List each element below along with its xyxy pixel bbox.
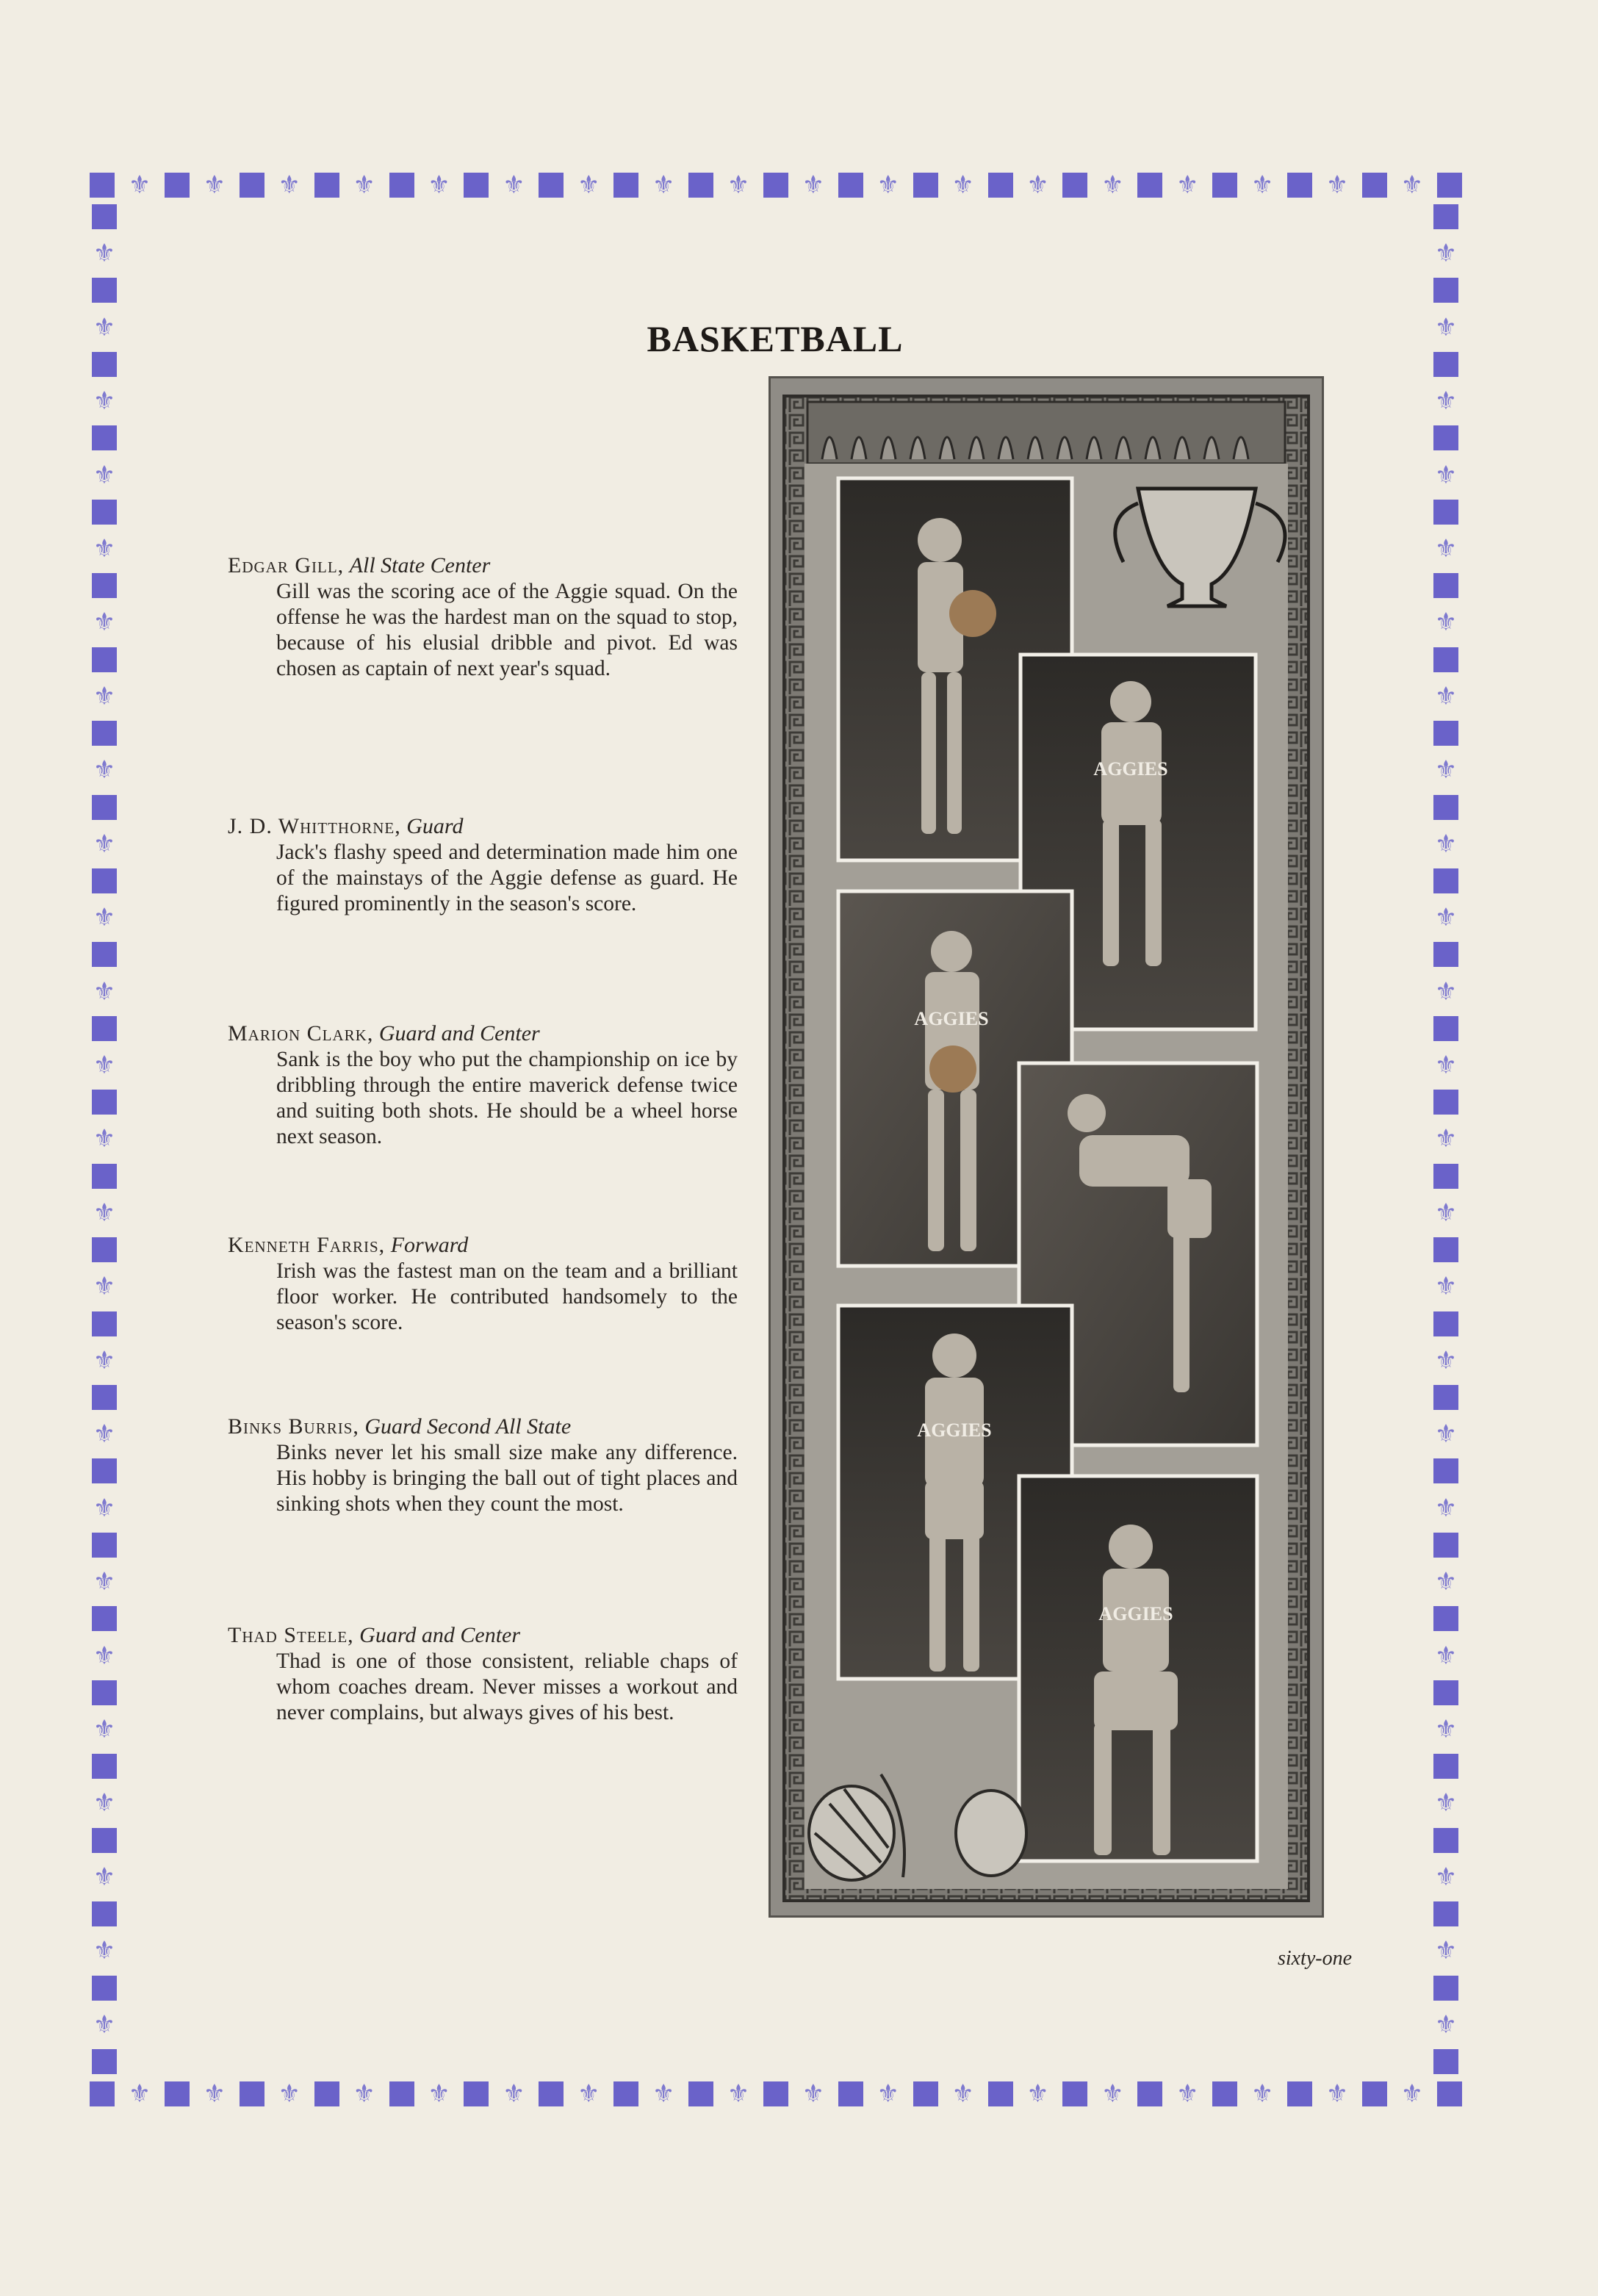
border-square xyxy=(92,1237,117,1262)
border-square xyxy=(1137,173,1162,198)
border-square xyxy=(92,795,117,820)
border-square xyxy=(1433,795,1458,820)
border-square xyxy=(92,2049,117,2074)
border-square xyxy=(1433,1754,1458,1779)
fleur-de-lis-icon: ⚜ xyxy=(1325,170,1349,200)
border-square xyxy=(539,173,564,198)
border-square xyxy=(92,1754,117,1779)
border-square xyxy=(92,1976,117,2001)
fleur-de-lis-icon: ⚜ xyxy=(1434,608,1458,638)
fleur-de-lis-icon: ⚜ xyxy=(93,976,116,1007)
border-square xyxy=(1433,721,1458,746)
player-bio-farris xyxy=(228,1232,742,1336)
border-square xyxy=(90,2081,115,2106)
fleur-de-lis-icon: ⚜ xyxy=(1176,2079,1199,2109)
fleur-de-lis-icon: ⚜ xyxy=(93,608,116,638)
border-square xyxy=(1287,2081,1312,2106)
fleur-de-lis-icon: ⚜ xyxy=(93,1936,116,1966)
fleur-de-lis-icon: ⚜ xyxy=(1434,829,1458,859)
decorative-border-right xyxy=(1431,204,1461,2074)
fleur-de-lis-icon: ⚜ xyxy=(1250,2079,1274,2109)
border-square xyxy=(92,1090,117,1115)
border-square xyxy=(1433,1606,1458,1631)
border-square xyxy=(92,425,117,450)
fleur-de-lis-icon: ⚜ xyxy=(278,2079,300,2109)
fleur-de-lis-icon: ⚜ xyxy=(1434,1198,1458,1228)
border-square xyxy=(1433,1976,1458,2001)
fleur-de-lis-icon: ⚜ xyxy=(93,1714,116,1744)
border-square xyxy=(1433,204,1458,229)
fleur-de-lis-icon: ⚜ xyxy=(652,170,675,200)
fleur-de-lis-icon: ⚜ xyxy=(1434,1345,1458,1375)
border-square xyxy=(92,204,117,229)
fleur-de-lis-icon: ⚜ xyxy=(353,2079,375,2109)
team-photo-collage xyxy=(769,376,1324,1918)
player-bio-gill xyxy=(228,553,742,682)
fleur-de-lis-icon: ⚜ xyxy=(1434,1788,1458,1818)
border-square xyxy=(165,173,190,198)
border-square xyxy=(92,868,117,893)
border-square xyxy=(1433,1237,1458,1262)
fleur-de-lis-icon: ⚜ xyxy=(951,170,974,200)
player-position: Guard Second All State xyxy=(364,1414,572,1439)
border-square xyxy=(92,1016,117,1041)
border-square xyxy=(1212,2081,1237,2106)
fleur-de-lis-icon: ⚜ xyxy=(93,1567,116,1597)
player-bio-whitthorne xyxy=(228,813,742,917)
border-square xyxy=(838,2081,863,2106)
fleur-de-lis-icon: ⚜ xyxy=(1434,1567,1458,1597)
border-square xyxy=(1437,173,1462,198)
player-name: Binks Burris, xyxy=(228,1414,359,1439)
page-title: BASKETBALL xyxy=(647,318,904,359)
border-square xyxy=(464,2081,489,2106)
border-square xyxy=(92,500,117,525)
fleur-de-lis-icon: ⚜ xyxy=(353,170,375,200)
jersey-text: AGGIES xyxy=(917,1419,992,1441)
border-square xyxy=(688,2081,713,2106)
border-square xyxy=(1433,278,1458,303)
fleur-de-lis-icon: ⚜ xyxy=(1434,386,1458,417)
border-square xyxy=(92,1385,117,1410)
fleur-de-lis-icon: ⚜ xyxy=(1434,1936,1458,1966)
player-bio-burris xyxy=(228,1414,742,1517)
fleur-de-lis-icon: ⚜ xyxy=(1176,170,1199,200)
fleur-de-lis-icon: ⚜ xyxy=(93,1641,116,1671)
decorative-border-bottom xyxy=(90,2079,1462,2109)
border-square xyxy=(389,2081,414,2106)
border-square xyxy=(1433,1164,1458,1189)
border-square xyxy=(988,2081,1013,2106)
fleur-de-lis-icon: ⚜ xyxy=(1434,1714,1458,1744)
fleur-de-lis-icon: ⚜ xyxy=(1434,1493,1458,1523)
border-square xyxy=(1362,173,1387,198)
border-square xyxy=(1437,2081,1462,2106)
border-square xyxy=(1433,942,1458,967)
border-square xyxy=(92,942,117,967)
border-square xyxy=(92,278,117,303)
fleur-de-lis-icon: ⚜ xyxy=(1434,1051,1458,1081)
border-square xyxy=(688,173,713,198)
border-square xyxy=(539,2081,564,2106)
decorative-border-top xyxy=(90,170,1462,200)
fleur-de-lis-icon: ⚜ xyxy=(1434,755,1458,785)
border-square xyxy=(92,1901,117,1926)
border-square xyxy=(763,173,788,198)
border-square xyxy=(165,2081,190,2106)
border-square xyxy=(464,173,489,198)
fleur-de-lis-icon: ⚜ xyxy=(951,2079,974,2109)
border-square xyxy=(1137,2081,1162,2106)
player-description: Sank is the boy who put the championship on ice by dribbling through the entire maverick defense twice and suiting both shots. He should be a wheel horse next season. xyxy=(276,1048,738,1148)
fleur-de-lis-icon: ⚜ xyxy=(203,2079,226,2109)
border-square xyxy=(1362,2081,1387,2106)
border-square xyxy=(1062,2081,1087,2106)
fleur-de-lis-icon: ⚜ xyxy=(93,1124,116,1154)
border-square xyxy=(1433,1901,1458,1926)
border-square xyxy=(613,2081,638,2106)
border-square xyxy=(90,173,115,198)
border-square xyxy=(92,573,117,598)
bio-heading xyxy=(228,553,742,579)
bio-heading xyxy=(228,1622,742,1649)
border-square xyxy=(1433,573,1458,598)
player-position: Forward xyxy=(390,1233,469,1257)
fleur-de-lis-icon: ⚜ xyxy=(577,170,600,200)
border-square xyxy=(92,1533,117,1558)
fleur-de-lis-icon: ⚜ xyxy=(93,1198,116,1228)
player-name: Thad Steele, xyxy=(228,1623,354,1647)
fleur-de-lis-icon: ⚜ xyxy=(877,2079,899,2109)
border-square xyxy=(92,1311,117,1336)
border-square xyxy=(1433,1090,1458,1115)
border-square xyxy=(1433,500,1458,525)
border-square xyxy=(613,173,638,198)
player-position: Guard xyxy=(406,814,464,838)
border-square xyxy=(1433,647,1458,672)
fleur-de-lis-icon: ⚜ xyxy=(1250,170,1274,200)
border-square xyxy=(1433,1680,1458,1705)
fleur-de-lis-icon: ⚜ xyxy=(93,1051,116,1081)
border-square xyxy=(1433,425,1458,450)
fleur-de-lis-icon: ⚜ xyxy=(1026,2079,1049,2109)
fleur-de-lis-icon: ⚜ xyxy=(1434,1862,1458,1892)
border-square xyxy=(92,647,117,672)
fleur-de-lis-icon: ⚜ xyxy=(93,533,116,564)
bio-heading xyxy=(228,1414,742,1440)
player-description: Binks never let his small size make any difference. His hobby is bringing the ball out of tight places and sinking shots when they count the most. xyxy=(276,1441,738,1516)
bio-heading xyxy=(228,1021,742,1047)
border-square xyxy=(92,1164,117,1189)
border-square xyxy=(92,1458,117,1483)
jersey-text: AGGIES xyxy=(914,1008,989,1029)
fleur-de-lis-icon: ⚜ xyxy=(128,170,151,200)
border-square xyxy=(92,721,117,746)
fleur-de-lis-icon: ⚜ xyxy=(93,755,116,785)
player-name: Edgar Gill, xyxy=(228,553,345,577)
fleur-de-lis-icon: ⚜ xyxy=(1434,976,1458,1007)
border-square xyxy=(389,173,414,198)
fleur-de-lis-icon: ⚜ xyxy=(1434,903,1458,933)
fleur-de-lis-icon: ⚜ xyxy=(1434,681,1458,711)
player-bio-clark xyxy=(228,1021,742,1150)
frieze-palmettes xyxy=(822,437,1248,459)
fleur-de-lis-icon: ⚜ xyxy=(93,1862,116,1892)
fleur-de-lis-icon: ⚜ xyxy=(503,2079,525,2109)
border-square xyxy=(1433,352,1458,377)
fleur-de-lis-icon: ⚜ xyxy=(93,1788,116,1818)
fleur-de-lis-icon: ⚜ xyxy=(93,1345,116,1375)
fleur-de-lis-icon: ⚜ xyxy=(652,2079,675,2109)
fleur-de-lis-icon: ⚜ xyxy=(93,2009,116,2040)
border-square xyxy=(1433,1385,1458,1410)
border-square xyxy=(1287,173,1312,198)
border-square xyxy=(92,1680,117,1705)
player-name: Marion Clark, xyxy=(228,1021,374,1046)
jersey-text: AGGIES xyxy=(1093,758,1168,780)
fleur-de-lis-icon: ⚜ xyxy=(93,1272,116,1302)
fleur-de-lis-icon: ⚜ xyxy=(1400,2079,1424,2109)
photo-collage-art xyxy=(771,378,1322,1915)
fleur-de-lis-icon: ⚜ xyxy=(128,2079,151,2109)
fleur-de-lis-icon: ⚜ xyxy=(577,2079,600,2109)
fleur-de-lis-icon: ⚜ xyxy=(1434,1124,1458,1154)
border-square xyxy=(92,352,117,377)
border-square xyxy=(1433,1533,1458,1558)
fleur-de-lis-icon: ⚜ xyxy=(1434,460,1458,490)
player-position: Guard and Center xyxy=(378,1021,540,1046)
border-square xyxy=(1433,1828,1458,1853)
fleur-de-lis-icon: ⚜ xyxy=(727,170,750,200)
fleur-de-lis-icon: ⚜ xyxy=(93,681,116,711)
fleur-de-lis-icon: ⚜ xyxy=(1434,1272,1458,1302)
border-square xyxy=(1433,1311,1458,1336)
fleur-de-lis-icon: ⚜ xyxy=(428,170,450,200)
fleur-de-lis-icon: ⚜ xyxy=(1434,1419,1458,1450)
fleur-de-lis-icon: ⚜ xyxy=(278,170,300,200)
fleur-de-lis-icon: ⚜ xyxy=(503,170,525,200)
fleur-de-lis-icon: ⚜ xyxy=(93,460,116,490)
fleur-de-lis-icon: ⚜ xyxy=(1026,170,1049,200)
border-square xyxy=(913,173,938,198)
jersey-text: AGGIES xyxy=(1098,1603,1173,1624)
border-square xyxy=(314,173,339,198)
fleur-de-lis-icon: ⚜ xyxy=(802,2079,825,2109)
fleur-de-lis-icon: ⚜ xyxy=(1434,2009,1458,2040)
fleur-de-lis-icon: ⚜ xyxy=(802,170,825,200)
border-square xyxy=(314,2081,339,2106)
border-square xyxy=(1433,1458,1458,1483)
bio-heading xyxy=(228,813,742,840)
fleur-de-lis-icon: ⚜ xyxy=(93,312,116,342)
player-name: J. D. Whitthorne, xyxy=(228,814,401,838)
fleur-de-lis-icon: ⚜ xyxy=(203,170,226,200)
player-position: Guard and Center xyxy=(359,1623,521,1647)
border-square xyxy=(1433,1016,1458,1041)
fleur-de-lis-icon: ⚜ xyxy=(93,829,116,859)
player-description: Irish was the fastest man on the team and a brilliant floor worker. He contributed handsomely to the season's score. xyxy=(276,1259,738,1334)
border-square xyxy=(240,2081,264,2106)
player-name: Kenneth Farris, xyxy=(228,1233,386,1257)
fleur-de-lis-icon: ⚜ xyxy=(1400,170,1424,200)
fleur-de-lis-icon: ⚜ xyxy=(93,1493,116,1523)
border-square xyxy=(92,1606,117,1631)
border-square xyxy=(1433,2049,1458,2074)
border-square xyxy=(763,2081,788,2106)
player-description: Jack's flashy speed and determination made him one of the mainstays of the Aggie defense as guard. He figured prominently in the season's score. xyxy=(276,841,738,915)
bio-heading xyxy=(228,1232,742,1259)
border-square xyxy=(1062,173,1087,198)
fleur-de-lis-icon: ⚜ xyxy=(428,2079,450,2109)
player-description: Thad is one of those consistent, reliable chaps of whom coaches dream. Never misses a workout and never complains, but always gives of his best. xyxy=(276,1649,738,1724)
fleur-de-lis-icon: ⚜ xyxy=(1434,533,1458,564)
border-square xyxy=(240,173,264,198)
border-square xyxy=(1433,868,1458,893)
fleur-de-lis-icon: ⚜ xyxy=(1101,170,1124,200)
fleur-de-lis-icon: ⚜ xyxy=(93,903,116,933)
fleur-de-lis-icon: ⚜ xyxy=(727,2079,750,2109)
fleur-de-lis-icon: ⚜ xyxy=(93,386,116,417)
border-square xyxy=(913,2081,938,2106)
border-square xyxy=(92,1828,117,1853)
page-number: sixty-one xyxy=(1277,1947,1352,1970)
fleur-de-lis-icon: ⚜ xyxy=(1434,312,1458,342)
border-square xyxy=(988,173,1013,198)
decorative-border-left xyxy=(90,204,119,2074)
border-square xyxy=(1212,173,1237,198)
fleur-de-lis-icon: ⚜ xyxy=(93,1419,116,1450)
border-square xyxy=(838,173,863,198)
fleur-de-lis-icon: ⚜ xyxy=(93,239,116,269)
fleur-de-lis-icon: ⚜ xyxy=(877,170,899,200)
player-bio-steele xyxy=(228,1622,742,1726)
fleur-de-lis-icon: ⚜ xyxy=(1434,239,1458,269)
fleur-de-lis-icon: ⚜ xyxy=(1101,2079,1124,2109)
fleur-de-lis-icon: ⚜ xyxy=(1434,1641,1458,1671)
player-position: All State Center xyxy=(349,553,491,577)
player-description: Gill was the scoring ace of the Aggie squad. On the offense he was the hardest man on the squad to stop, because of his elusial dribble and pivot. Ed was chosen as captain of next year's squad. xyxy=(276,580,738,680)
fleur-de-lis-icon: ⚜ xyxy=(1325,2079,1349,2109)
